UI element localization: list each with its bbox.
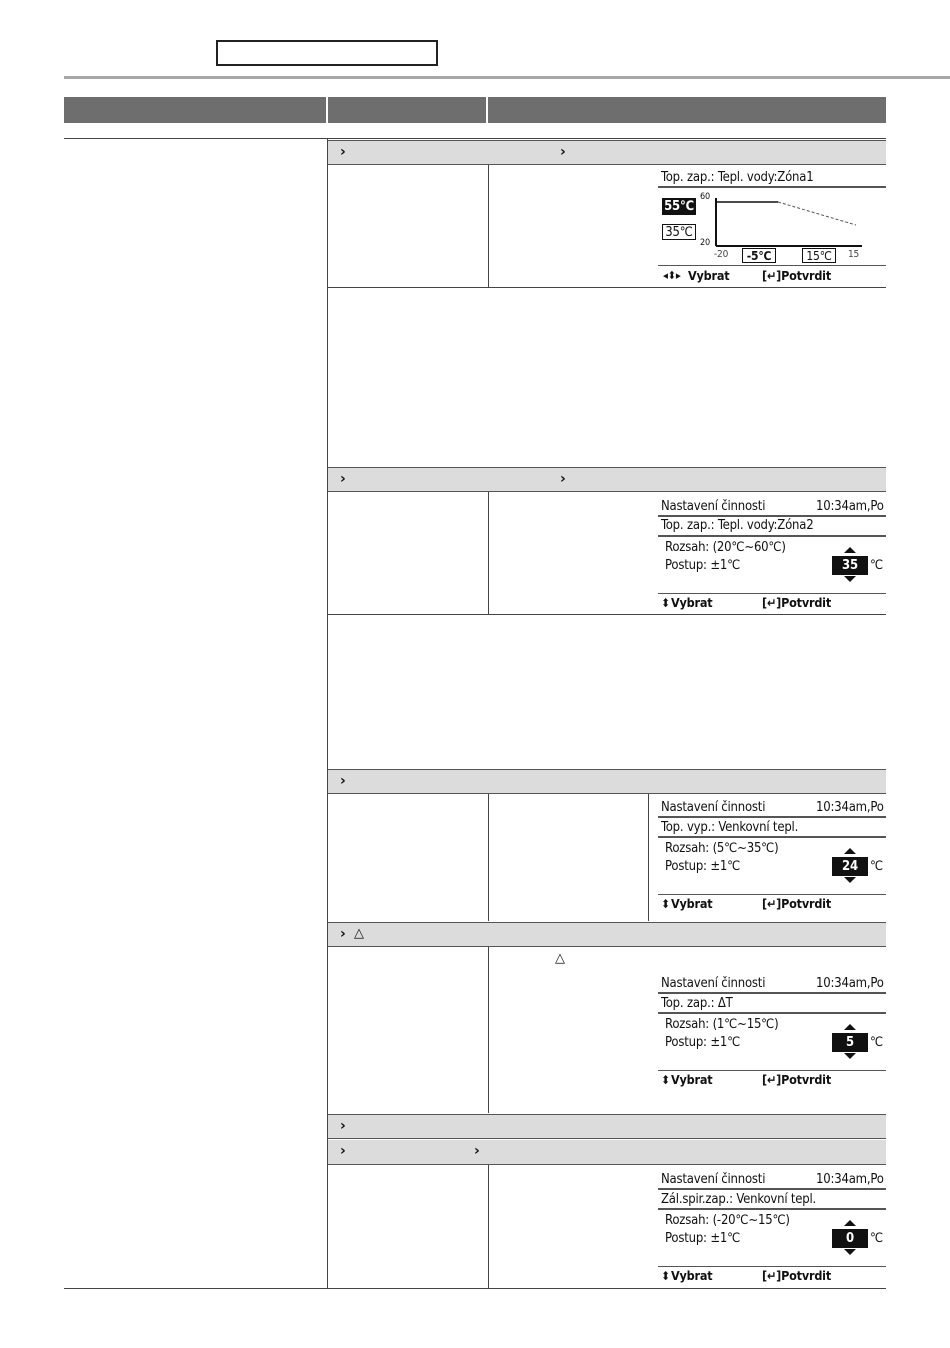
chevron-right-icon: › <box>560 471 566 487</box>
curve-slope-segment <box>778 202 856 225</box>
updown-arrow-icon: ⬍ <box>661 897 670 911</box>
select-hint: Vybrat <box>671 1268 713 1283</box>
x-axis-left-label: -20 <box>714 249 729 260</box>
low-temp-value: 35℃ <box>662 224 696 240</box>
col3-sub-divider <box>648 794 649 921</box>
value-box: 5 <box>832 1033 868 1052</box>
section-bar-6 <box>328 1140 886 1165</box>
screen-header: Nastavení činnosti <box>661 976 766 991</box>
screen-title: Zál.spir.zap.: Venkovní tepl. <box>661 1192 817 1207</box>
section-bar-1 <box>328 140 886 165</box>
select-hint: Vybrat <box>671 595 713 610</box>
chevron-right-icon: › <box>474 1143 480 1159</box>
value-box: 0 <box>832 1229 868 1248</box>
lcd-screen-backup-heater <box>658 1170 886 1286</box>
row-line <box>328 614 886 615</box>
select-hint: Vybrat <box>688 268 730 283</box>
section-bar-4 <box>328 922 886 947</box>
arrow-down-icon <box>844 877 856 883</box>
value-box: 35 <box>832 556 868 575</box>
screen-footer-line <box>658 894 886 895</box>
lcd-screen-zone2-temp <box>658 497 886 613</box>
x-select-high: 15℃ <box>802 248 836 263</box>
col2-divider <box>488 492 489 614</box>
col2-divider <box>488 1165 489 1288</box>
table-header-col1 <box>64 97 326 123</box>
screen-footer-line <box>658 1266 886 1267</box>
screen-title: Top. zap.: Tepl. vody:Zóna2 <box>661 518 814 533</box>
section-bar-2 <box>328 467 886 492</box>
screen-underline <box>658 836 886 838</box>
screen-underline <box>658 1208 886 1210</box>
y-axis-top-label: 60 <box>700 192 710 202</box>
chevron-right-icon: › <box>560 144 566 160</box>
updown-arrow-icon: ⬍ <box>661 1269 670 1283</box>
delta-triangle-icon: △ <box>555 951 565 966</box>
confirm-hint: [↵]Potvrdit <box>762 896 832 911</box>
confirm-hint: [↵]Potvrdit <box>762 595 832 610</box>
col2-divider <box>488 794 489 921</box>
y-axis-bottom-label: 20 <box>700 238 710 248</box>
chevron-right-icon: › <box>340 773 346 789</box>
updown-arrow-icon: ⬍ <box>661 596 670 610</box>
arrow-down-icon <box>844 1249 856 1255</box>
screen-time: 10:34am,Po <box>816 1172 884 1187</box>
x-select-low: -5℃ <box>742 248 776 263</box>
screen-header: Nastavení činnosti <box>661 499 766 514</box>
arrow-up-icon <box>844 1220 856 1226</box>
select-hint: Vybrat <box>671 1072 713 1087</box>
table-bottom-line <box>64 1288 886 1289</box>
four-way-arrow-icon: ◂⬍▸ <box>663 269 681 282</box>
row-line <box>328 287 886 288</box>
screen-underline <box>658 816 886 818</box>
unit-label: ℃ <box>870 558 883 573</box>
range-text: Rozsah: (20℃~60℃) <box>665 540 786 555</box>
chevron-right-icon: › <box>340 471 346 487</box>
arrow-up-icon <box>844 1024 856 1030</box>
arrow-down-icon <box>844 576 856 582</box>
screen-footer-line <box>658 1070 886 1071</box>
lcd-screen-heating-off <box>658 798 886 916</box>
screen-title: Top. zap.: ΔT <box>661 996 733 1011</box>
updown-arrow-icon: ⬍ <box>661 1073 670 1087</box>
range-text: Rozsah: (1℃~15℃) <box>665 1017 779 1032</box>
high-temp-value: 55℃ <box>662 198 696 215</box>
header-blank-field <box>216 40 438 66</box>
range-text: Rozsah: (-20℃~15℃) <box>665 1213 790 1228</box>
select-hint: Vybrat <box>671 896 713 911</box>
step-text: Postup: ±1℃ <box>665 558 741 573</box>
arrow-down-icon <box>844 1053 856 1059</box>
step-text: Postup: ±1℃ <box>665 1231 741 1246</box>
table-header-col3 <box>488 97 886 123</box>
screen-underline <box>658 992 886 994</box>
screen-title: Top. vyp.: Venkovní tepl. <box>661 820 799 835</box>
table-header-col2 <box>328 97 486 123</box>
screen-header: Nastavení činnosti <box>661 1172 766 1187</box>
lcd-screen-zone1-curve <box>658 168 886 286</box>
arrow-up-icon <box>844 547 856 553</box>
x-axis-right-label: 15 <box>848 249 860 260</box>
confirm-hint: [↵]Potvrdit <box>762 1268 832 1283</box>
screen-underline <box>658 535 886 537</box>
confirm-hint: [↵]Potvrdit <box>762 1072 832 1087</box>
section-bar-3 <box>328 769 886 794</box>
screen-time: 10:34am,Po <box>816 499 884 514</box>
screen-footer-line <box>658 265 886 266</box>
value-box: 24 <box>832 857 868 876</box>
delta-triangle-icon: △ <box>354 926 364 941</box>
col2-divider <box>488 947 489 1113</box>
header-rule <box>64 76 950 79</box>
section-bar-5 <box>328 1114 886 1139</box>
step-text: Postup: ±1℃ <box>665 859 741 874</box>
chevron-right-icon: › <box>340 1118 346 1134</box>
chevron-right-icon: › <box>340 926 346 942</box>
range-text: Rozsah: (5℃~35℃) <box>665 841 779 856</box>
table-top-line <box>64 138 886 139</box>
screen-time: 10:34am,Po <box>816 976 884 991</box>
screen-underline <box>658 1188 886 1190</box>
screen-header: Nastavení činnosti <box>661 800 766 815</box>
screen-time: 10:34am,Po <box>816 800 884 815</box>
screen-underline <box>658 515 886 517</box>
unit-label: ℃ <box>870 859 883 874</box>
col2-divider <box>488 165 489 287</box>
screen-footer-line <box>658 593 886 594</box>
confirm-hint: [↵]Potvrdit <box>762 268 832 283</box>
lcd-screen-delta-t <box>658 974 886 1092</box>
unit-label: ℃ <box>870 1231 883 1246</box>
chevron-right-icon: › <box>340 144 346 160</box>
screen-underline <box>658 1012 886 1014</box>
arrow-up-icon <box>844 848 856 854</box>
chevron-right-icon: › <box>340 1143 346 1159</box>
step-text: Postup: ±1℃ <box>665 1035 741 1050</box>
unit-label: ℃ <box>870 1035 883 1050</box>
screen-title: Top. zap.: Tepl. vody:Zóna1 <box>661 170 814 185</box>
